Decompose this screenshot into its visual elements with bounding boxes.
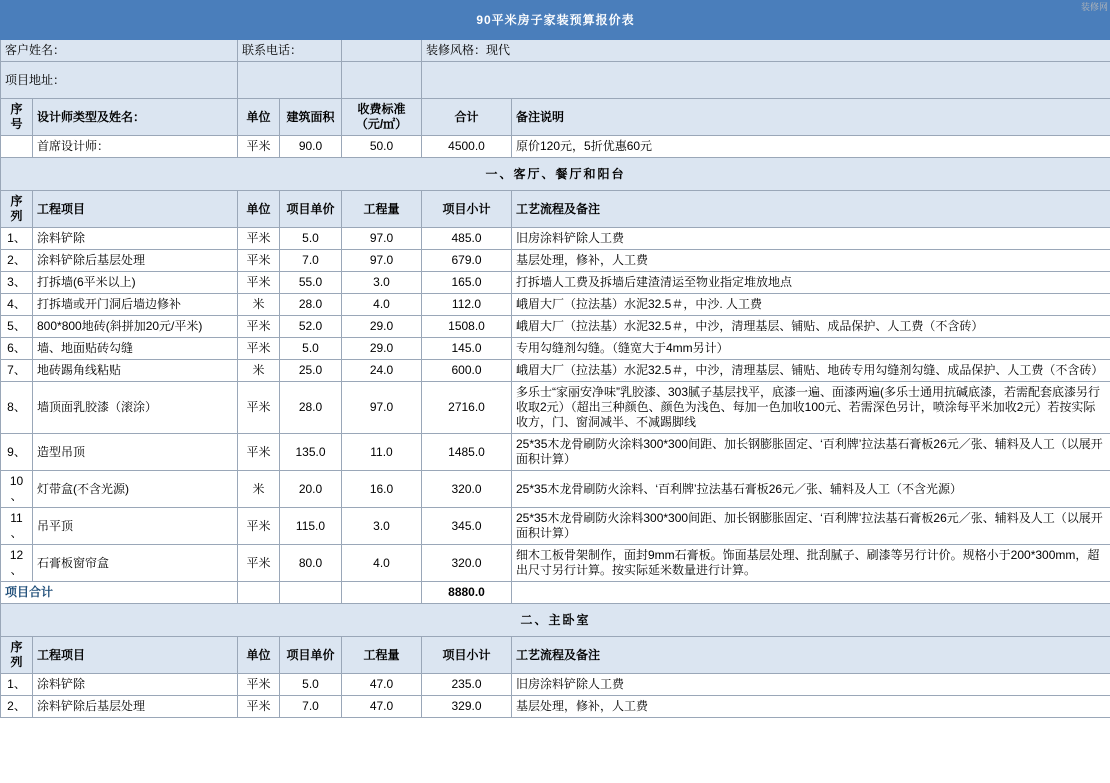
row-unit: 平米 <box>238 434 280 471</box>
row-qty: 29.0 <box>342 338 422 360</box>
section-total-label: 项目合计 <box>1 582 238 604</box>
row-price: 7.0 <box>280 250 342 272</box>
section-total-value: 8880.0 <box>422 582 512 604</box>
total-spacer-note <box>512 582 1110 604</box>
row-item: 石膏板窗帘盒 <box>33 545 238 582</box>
table-row <box>1 674 1110 696</box>
section-heading-row <box>1 158 1110 191</box>
row-unit: 平米 <box>238 545 280 582</box>
page-title: 90平米房子家装预算报价表 <box>1 1 1110 40</box>
section-heading: 二、主卧室 <box>1 604 1110 637</box>
watermark-label: 装修网 <box>1080 2 1108 12</box>
row-subtotal: 235.0 <box>422 674 512 696</box>
table-row <box>1 316 1110 338</box>
col-item: 工程项目 <box>33 637 238 674</box>
row-subtotal: 329.0 <box>422 696 512 718</box>
row-price: 5.0 <box>280 338 342 360</box>
row-subtotal: 1485.0 <box>422 434 512 471</box>
row-item: 造型吊顶 <box>33 434 238 471</box>
row-no: 9、 <box>1 434 33 471</box>
col-item: 工程项目 <box>33 191 238 228</box>
table-row <box>1 272 1110 294</box>
row-subtotal: 485.0 <box>422 228 512 250</box>
row-no: 3、 <box>1 272 33 294</box>
designer-note: 原价120元，5折优惠60元 <box>512 136 1110 158</box>
row-item: 涂料铲除 <box>33 228 238 250</box>
row-note: 细木工板骨架制作，面封9mm石膏板。饰面基层处理、批刮腻子、刷漆等另行计价。规格小于200*300mm，超出尺寸另行计算。按实际延米数量进行计算。 <box>512 545 1110 582</box>
designer-unit: 平米 <box>238 136 280 158</box>
row-no: 11、 <box>1 508 33 545</box>
row-item: 灯带盒(不含光源) <box>33 471 238 508</box>
row-note: 峨眉大厂（拉法基）水泥32.5＃，中沙. 人工费 <box>512 294 1110 316</box>
row-no: 10、 <box>1 471 33 508</box>
col-unit: 单位 <box>238 191 280 228</box>
table-row <box>1 434 1110 471</box>
col-note: 工艺流程及备注 <box>512 637 1110 674</box>
table-row <box>1 696 1110 718</box>
row-qty: 47.0 <box>342 674 422 696</box>
row-price: 5.0 <box>280 228 342 250</box>
col-qty: 工程量 <box>342 191 422 228</box>
designer-name: 首席设计师： <box>33 136 238 158</box>
col-no: 序列 <box>1 637 33 674</box>
table-row <box>1 338 1110 360</box>
row-subtotal: 345.0 <box>422 508 512 545</box>
col-unit: 单位 <box>238 637 280 674</box>
row-no: 1、 <box>1 228 33 250</box>
row-subtotal: 1508.0 <box>422 316 512 338</box>
row-qty: 24.0 <box>342 360 422 382</box>
designer-col-name: 设计师类型及姓名： <box>33 99 238 136</box>
row-note: 打拆墙人工费及拆墙后建渣清运至物业指定堆放地点 <box>512 272 1110 294</box>
row-qty: 11.0 <box>342 434 422 471</box>
row-price: 135.0 <box>280 434 342 471</box>
row-price: 7.0 <box>280 696 342 718</box>
customer-name-value[interactable] <box>342 40 422 62</box>
row-subtotal: 679.0 <box>422 250 512 272</box>
section-total-row <box>1 582 1110 604</box>
address-row <box>1 62 1110 99</box>
row-unit: 平米 <box>238 272 280 294</box>
row-no: 4、 <box>1 294 33 316</box>
designer-total: 4500.0 <box>422 136 512 158</box>
row-no: 2、 <box>1 696 33 718</box>
row-price: 80.0 <box>280 545 342 582</box>
row-item: 涂料铲除后基层处理 <box>33 696 238 718</box>
designer-area: 90.0 <box>280 136 342 158</box>
address-spacer-2 <box>422 62 1110 99</box>
row-subtotal: 145.0 <box>422 338 512 360</box>
row-price: 115.0 <box>280 508 342 545</box>
customer-name-label: 客户姓名： <box>1 40 238 62</box>
row-unit: 米 <box>238 360 280 382</box>
row-note: 峨眉大厂（拉法基）水泥32.5＃，中沙，清理基层、铺贴、成品保护、人工费（不含砖） <box>512 316 1110 338</box>
row-item: 涂料铲除 <box>33 674 238 696</box>
row-subtotal: 2716.0 <box>422 382 512 434</box>
row-no: 8、 <box>1 382 33 434</box>
section-heading-row <box>1 604 1110 637</box>
row-item: 800*800地砖(斜拼加20元/平米) <box>33 316 238 338</box>
row-no: 1、 <box>1 674 33 696</box>
designer-rate: 50.0 <box>342 136 422 158</box>
row-note: 25*35木龙骨刷防火涂料300*300间距、加长钢膨胀固定、‘百利牌’拉法基石膏板26元／张、辅料及人工（以展开面积计算） <box>512 508 1110 545</box>
row-no: 6、 <box>1 338 33 360</box>
row-item: 吊平顶 <box>33 508 238 545</box>
row-note: 旧房涂料铲除人工费 <box>512 228 1110 250</box>
row-note: 基层处理，修补，人工费 <box>512 250 1110 272</box>
row-item: 墙顶面乳胶漆（滚涂） <box>33 382 238 434</box>
col-note: 工艺流程及备注 <box>512 191 1110 228</box>
row-note: 旧房涂料铲除人工费 <box>512 674 1110 696</box>
address-label: 项目地址： <box>1 62 238 99</box>
phone-label: 联系电话： <box>238 40 342 62</box>
table-row <box>1 382 1110 434</box>
row-qty: 4.0 <box>342 545 422 582</box>
row-price: 28.0 <box>280 294 342 316</box>
table-row <box>1 360 1110 382</box>
designer-col-rate: 收费标准（元/㎡） <box>342 99 422 136</box>
row-price: 20.0 <box>280 471 342 508</box>
row-subtotal: 320.0 <box>422 471 512 508</box>
row-item: 打拆墙(6平米以上) <box>33 272 238 294</box>
col-subtotal: 项目小计 <box>422 191 512 228</box>
row-no: 5、 <box>1 316 33 338</box>
row-price: 28.0 <box>280 382 342 434</box>
col-subtotal: 项目小计 <box>422 637 512 674</box>
section-heading: 一、客厅、餐厅和阳台 <box>1 158 1110 191</box>
table-row <box>1 294 1110 316</box>
row-price: 25.0 <box>280 360 342 382</box>
row-price: 55.0 <box>280 272 342 294</box>
section-header-row <box>1 191 1110 228</box>
designer-row <box>1 136 1110 158</box>
row-note: 25*35木龙骨刷防火涂料300*300间距、加长钢膨胀固定、‘百利牌’拉法基石膏板26元／张、辅料及人工（以展开面积计算） <box>512 434 1110 471</box>
row-qty: 3.0 <box>342 508 422 545</box>
row-qty: 29.0 <box>342 316 422 338</box>
row-price: 5.0 <box>280 674 342 696</box>
table-row <box>1 508 1110 545</box>
row-unit: 平米 <box>238 674 280 696</box>
col-no: 序列 <box>1 191 33 228</box>
row-qty: 47.0 <box>342 696 422 718</box>
row-qty: 4.0 <box>342 294 422 316</box>
row-qty: 97.0 <box>342 250 422 272</box>
row-note: 基层处理，修补，人工费 <box>512 696 1110 718</box>
row-unit: 米 <box>238 294 280 316</box>
row-unit: 平米 <box>238 228 280 250</box>
designer-col-no: 序号 <box>1 99 33 136</box>
row-note: 25*35木龙骨刷防火涂料、‘百利牌’拉法基石膏板26元／张、辅料及人工（不含光源） <box>512 471 1110 508</box>
customer-row <box>1 40 1110 62</box>
style-label: 装修风格：现代 <box>422 40 1110 62</box>
designer-col-area: 建筑面积 <box>280 99 342 136</box>
designer-col-total: 合计 <box>422 99 512 136</box>
table-row <box>1 545 1110 582</box>
row-unit: 平米 <box>238 508 280 545</box>
row-item: 涂料铲除后基层处理 <box>33 250 238 272</box>
row-unit: 平米 <box>238 696 280 718</box>
row-unit: 平米 <box>238 338 280 360</box>
row-item: 墙、地面贴砖勾缝 <box>33 338 238 360</box>
row-item: 打拆墙或开门洞后墙边修补 <box>33 294 238 316</box>
row-qty: 16.0 <box>342 471 422 508</box>
table-row <box>1 250 1110 272</box>
row-unit: 平米 <box>238 316 280 338</box>
row-no: 12、 <box>1 545 33 582</box>
row-note: 专用勾缝剂勾缝。（缝宽大于4mm另计） <box>512 338 1110 360</box>
title-row <box>1 1 1110 40</box>
designer-col-unit: 单位 <box>238 99 280 136</box>
address-value[interactable] <box>238 62 342 99</box>
row-price: 52.0 <box>280 316 342 338</box>
col-qty: 工程量 <box>342 637 422 674</box>
row-unit: 平米 <box>238 250 280 272</box>
row-unit: 米 <box>238 471 280 508</box>
row-qty: 97.0 <box>342 382 422 434</box>
row-qty: 97.0 <box>342 228 422 250</box>
col-price: 项目单价 <box>280 637 342 674</box>
section-header-row <box>1 637 1110 674</box>
table-row <box>1 228 1110 250</box>
total-spacer-price <box>280 582 342 604</box>
address-spacer-1 <box>342 62 422 99</box>
designer-col-note: 备注说明 <box>512 99 1110 136</box>
designer-header-row <box>1 99 1110 136</box>
row-subtotal: 320.0 <box>422 545 512 582</box>
row-subtotal: 112.0 <box>422 294 512 316</box>
total-spacer-qty <box>342 582 422 604</box>
row-note: 峨眉大厂（拉法基）水泥32.5＃，中沙，清理基层、铺贴、地砖专用勾缝剂勾缝、成品保护、人工费（不含砖） <box>512 360 1110 382</box>
row-subtotal: 165.0 <box>422 272 512 294</box>
row-unit: 平米 <box>238 382 280 434</box>
row-item: 地砖踢角线粘贴 <box>33 360 238 382</box>
total-spacer-unit <box>238 582 280 604</box>
row-subtotal: 600.0 <box>422 360 512 382</box>
table-row <box>1 471 1110 508</box>
row-note: 多乐士“家丽安净味”乳胶漆、303腻子基层找平，底漆一遍、面漆两遍(多乐士通用抗碱底漆，若需配套底漆另行收取2元）（超出三种颜色、颜色为浅色、每加一色加收100元、若需深色另计，喷涂每平米加收2元）若按实际收方，门、窗洞减半、不减踢脚线 <box>512 382 1110 434</box>
row-qty: 3.0 <box>342 272 422 294</box>
row-no: 2、 <box>1 250 33 272</box>
col-price: 项目单价 <box>280 191 342 228</box>
designer-no <box>1 136 33 158</box>
row-no: 7、 <box>1 360 33 382</box>
